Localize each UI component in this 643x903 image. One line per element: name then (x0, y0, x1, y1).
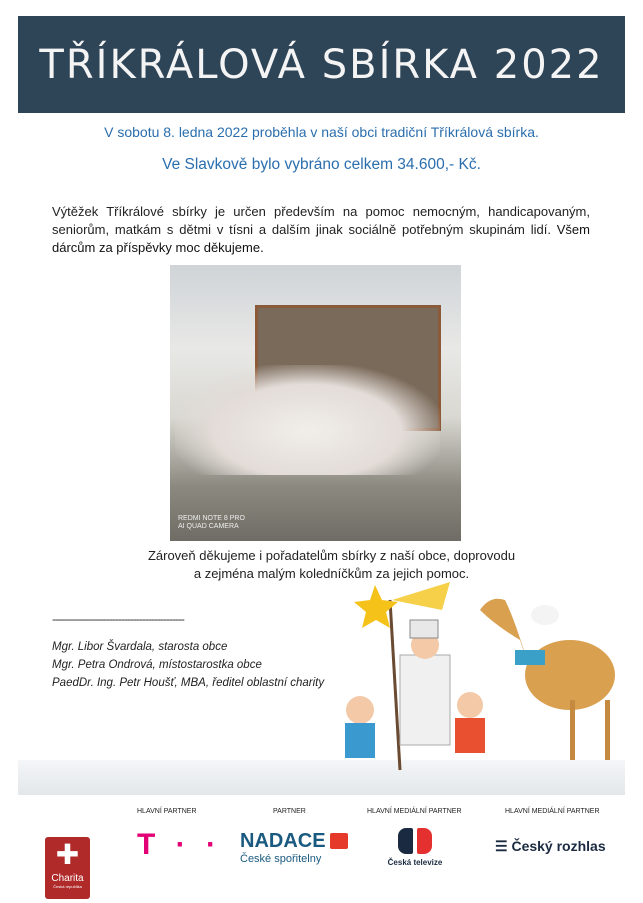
rozhlas-name: Český rozhlas (511, 838, 606, 854)
sporitelna-icon (330, 833, 348, 849)
ct-logo (385, 828, 445, 867)
partner-label: PARTNER (273, 808, 306, 815)
body-paragraph (52, 203, 590, 257)
thanks-line-2: a zejména malým koledníčkům za jejich pomoc. (193, 566, 470, 581)
watermark-line-1: REDMI NOTE 8 PRO (178, 515, 245, 522)
nadace-logo (240, 830, 348, 865)
watermark-line-2: AI QUAD CAMERA (178, 523, 239, 530)
group-photo (170, 265, 461, 541)
telekom-logo: T · · (137, 828, 222, 861)
rozhlas-logo (495, 838, 606, 855)
body-text: Výtěžek Tříkrálové sbírky je určen především na pomoc nemocným, handicapovaným, seniorům, matkám s dětmi v tísni a dalším jinak sociálně potřebným skupinám lidí. (52, 204, 590, 237)
camera-watermark (178, 515, 245, 531)
carolers-group (175, 365, 440, 475)
intro-line-2: Ve Slavkově bylo vybráno celkem 34.600,- Kč. (162, 156, 481, 173)
ct-name: Česká televize (387, 858, 443, 867)
partner-label: HLAVNÍ PARTNER (137, 808, 197, 815)
partners-row (0, 800, 643, 889)
rozhlas-icon: ☰ (495, 838, 508, 854)
partner-label: HLAVNÍ MEDIÁLNÍ PARTNER (505, 808, 600, 815)
nadace-sub: České spořitelny (240, 853, 322, 865)
banner-title: TŘÍKRÁLOVÁ SBÍRKA 2022 (39, 41, 604, 88)
charita-cross-icon: ✚ (55, 839, 80, 870)
charita-name: Charita (51, 873, 84, 884)
signature-line: Mgr. Libor Švardala, starosta obce (52, 641, 228, 653)
ct-icon (398, 828, 432, 854)
signature-line: Mgr. Petra Ondrová, místostarostka obce (52, 659, 262, 671)
signature-divider: -------------------------------------------- (52, 612, 184, 626)
partner-label: HLAVNÍ MEDIÁLNÍ PARTNER (367, 808, 462, 815)
body-thanks: Všem dárcům za příspěvky moc děkujeme. (52, 222, 590, 255)
signature-line: PaedDr. Ing. Petr Houšť, MBA, ředitel oblastní charity (52, 677, 325, 689)
intro-line-1: V sobotu 8. ledna 2022 proběhla v naší obci tradiční Tříkrálová sbírka. (104, 124, 539, 140)
signatures (52, 638, 324, 692)
charita-sub: Česká republika (53, 884, 82, 889)
three-kings-camel-illustration (330, 580, 620, 780)
nadace-name: NADACE (240, 830, 326, 852)
thanks-line-1: Zároveň děkujeme i pořadatelům sbírky z naší obce, doprovodu (147, 548, 516, 563)
charita-logo (45, 837, 90, 899)
thanks-text (0, 547, 643, 583)
title-banner (18, 16, 625, 113)
